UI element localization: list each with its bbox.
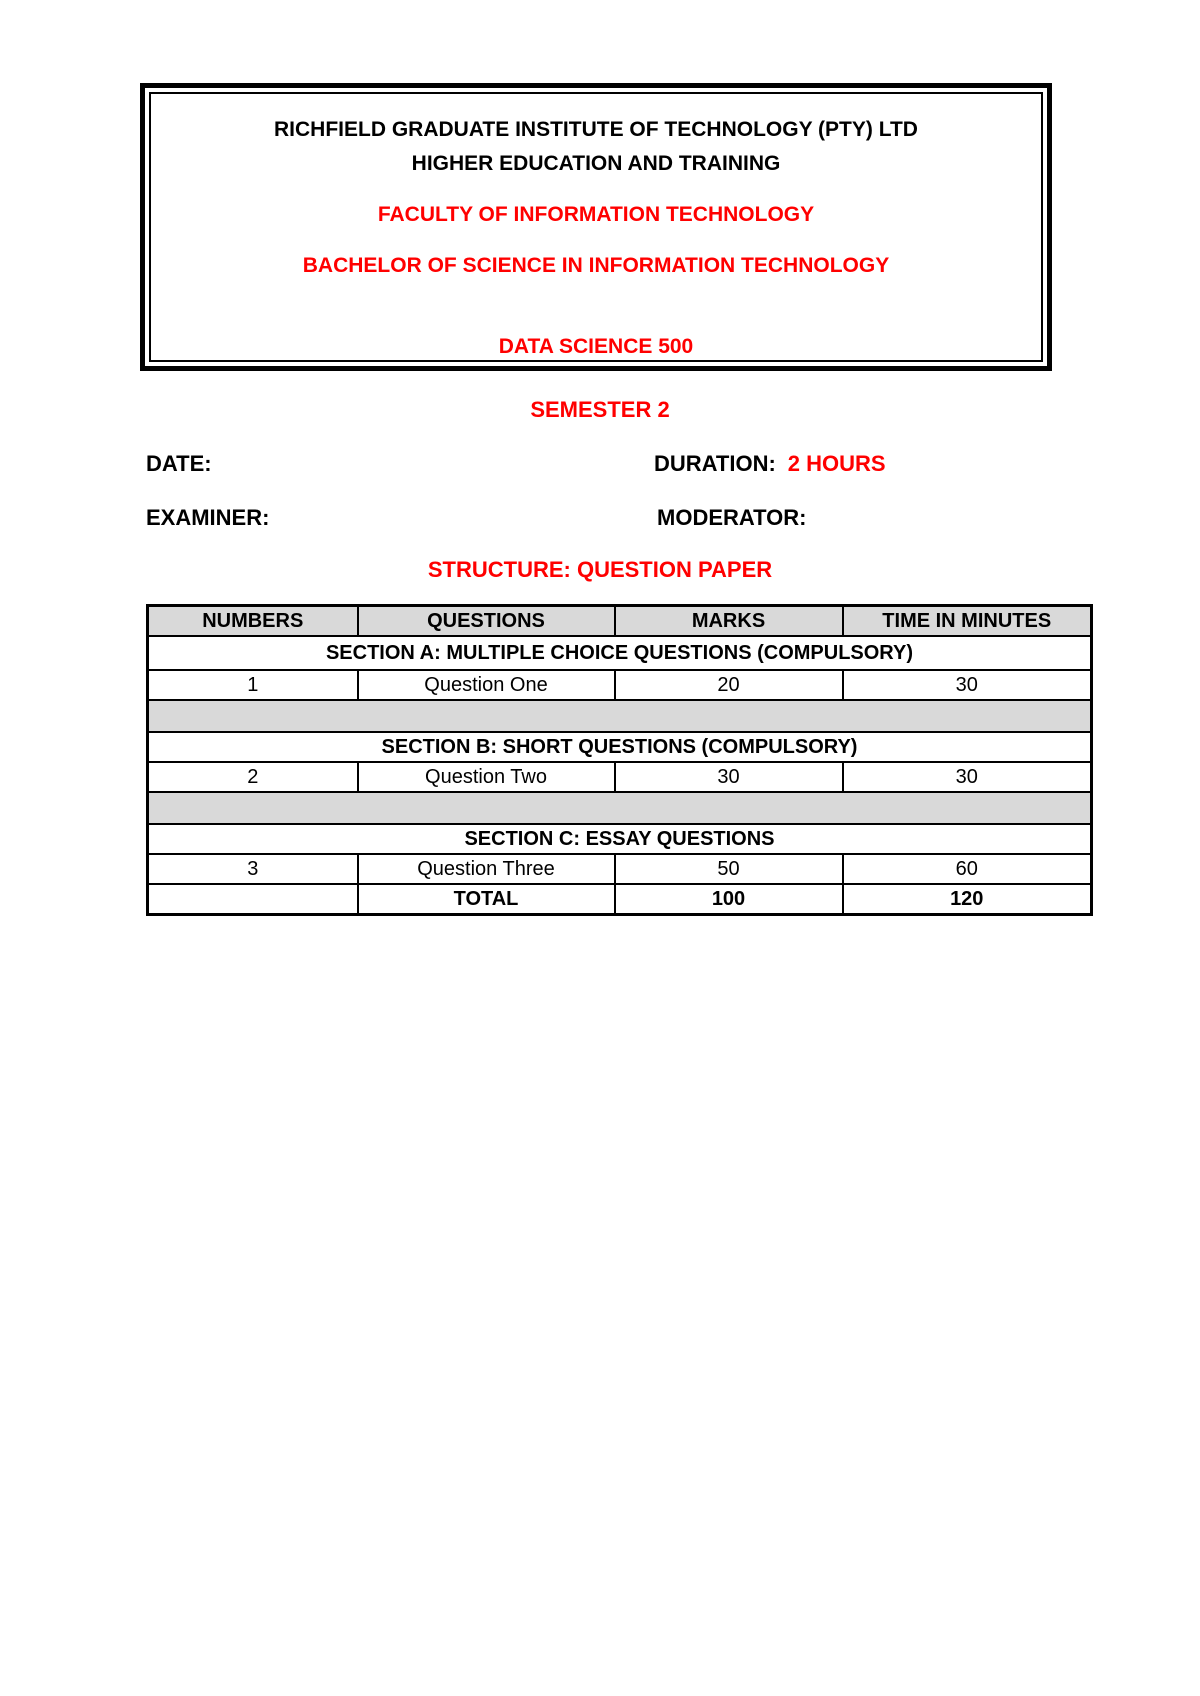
row-marks: 30 [615, 762, 843, 792]
row-number: 3 [148, 854, 358, 884]
row-marks: 20 [615, 670, 843, 700]
section-a-title: SECTION A: MULTIPLE CHOICE QUESTIONS (COMPULSORY) [148, 636, 1092, 670]
spacer-cell [148, 792, 1092, 824]
table-row [148, 854, 1092, 884]
header-time: TIME IN MINUTES [843, 606, 1092, 637]
structure-table [146, 604, 1093, 916]
duration-label: DURATION: [654, 451, 776, 476]
total-marks: 100 [615, 884, 843, 915]
row-marks: 50 [615, 854, 843, 884]
moderator-label: MODERATOR: [657, 505, 807, 530]
section-b-title: SECTION B: SHORT QUESTIONS (COMPULSORY) [148, 732, 1092, 762]
section-c-title: SECTION C: ESSAY QUESTIONS [148, 824, 1092, 854]
spacer-row [148, 700, 1092, 732]
degree-title: BACHELOR OF SCIENCE IN INFORMATION TECHNOLOGY [302, 254, 890, 277]
semester-label: SEMESTER 2 [530, 397, 670, 422]
row-question: Question Three [358, 854, 615, 884]
table-row [148, 762, 1092, 792]
total-label: TOTAL [358, 884, 615, 915]
section-c-row [148, 824, 1092, 854]
total-row [148, 884, 1092, 915]
row-time: 30 [843, 670, 1092, 700]
header-marks: MARKS [615, 606, 843, 637]
examiner-label: EXAMINER: [146, 505, 270, 530]
date-label: DATE: [146, 451, 212, 476]
institution-name: RICHFIELD GRADUATE INSTITUTE OF TECHNOLOGY (PTY) LTD [274, 118, 918, 141]
row-number: 1 [148, 670, 358, 700]
total-number [148, 884, 358, 915]
spacer-cell [148, 700, 1092, 732]
duration-value: 2 HOURS [787, 451, 886, 476]
duration-field [654, 450, 886, 478]
spacer-row [148, 792, 1092, 824]
header-frame [140, 83, 1052, 371]
header-questions: QUESTIONS [358, 606, 615, 637]
structure-title: STRUCTURE: QUESTION PAPER [427, 557, 773, 582]
row-question: Question One [358, 670, 615, 700]
row-question: Question Two [358, 762, 615, 792]
institution-subtitle: HIGHER EDUCATION AND TRAINING [411, 152, 781, 175]
row-number: 2 [148, 762, 358, 792]
table-row [148, 670, 1092, 700]
header-numbers: NUMBERS [148, 606, 358, 637]
faculty-title: FACULTY OF INFORMATION TECHNOLOGY [377, 203, 815, 226]
module-title: DATA SCIENCE 500 [498, 335, 694, 358]
table-header-row [148, 606, 1092, 637]
row-time: 60 [843, 854, 1092, 884]
section-a-row [148, 636, 1092, 670]
row-time: 30 [843, 762, 1092, 792]
section-b-row [148, 732, 1092, 762]
header-frame-inner [149, 92, 1043, 362]
total-time: 120 [843, 884, 1092, 915]
